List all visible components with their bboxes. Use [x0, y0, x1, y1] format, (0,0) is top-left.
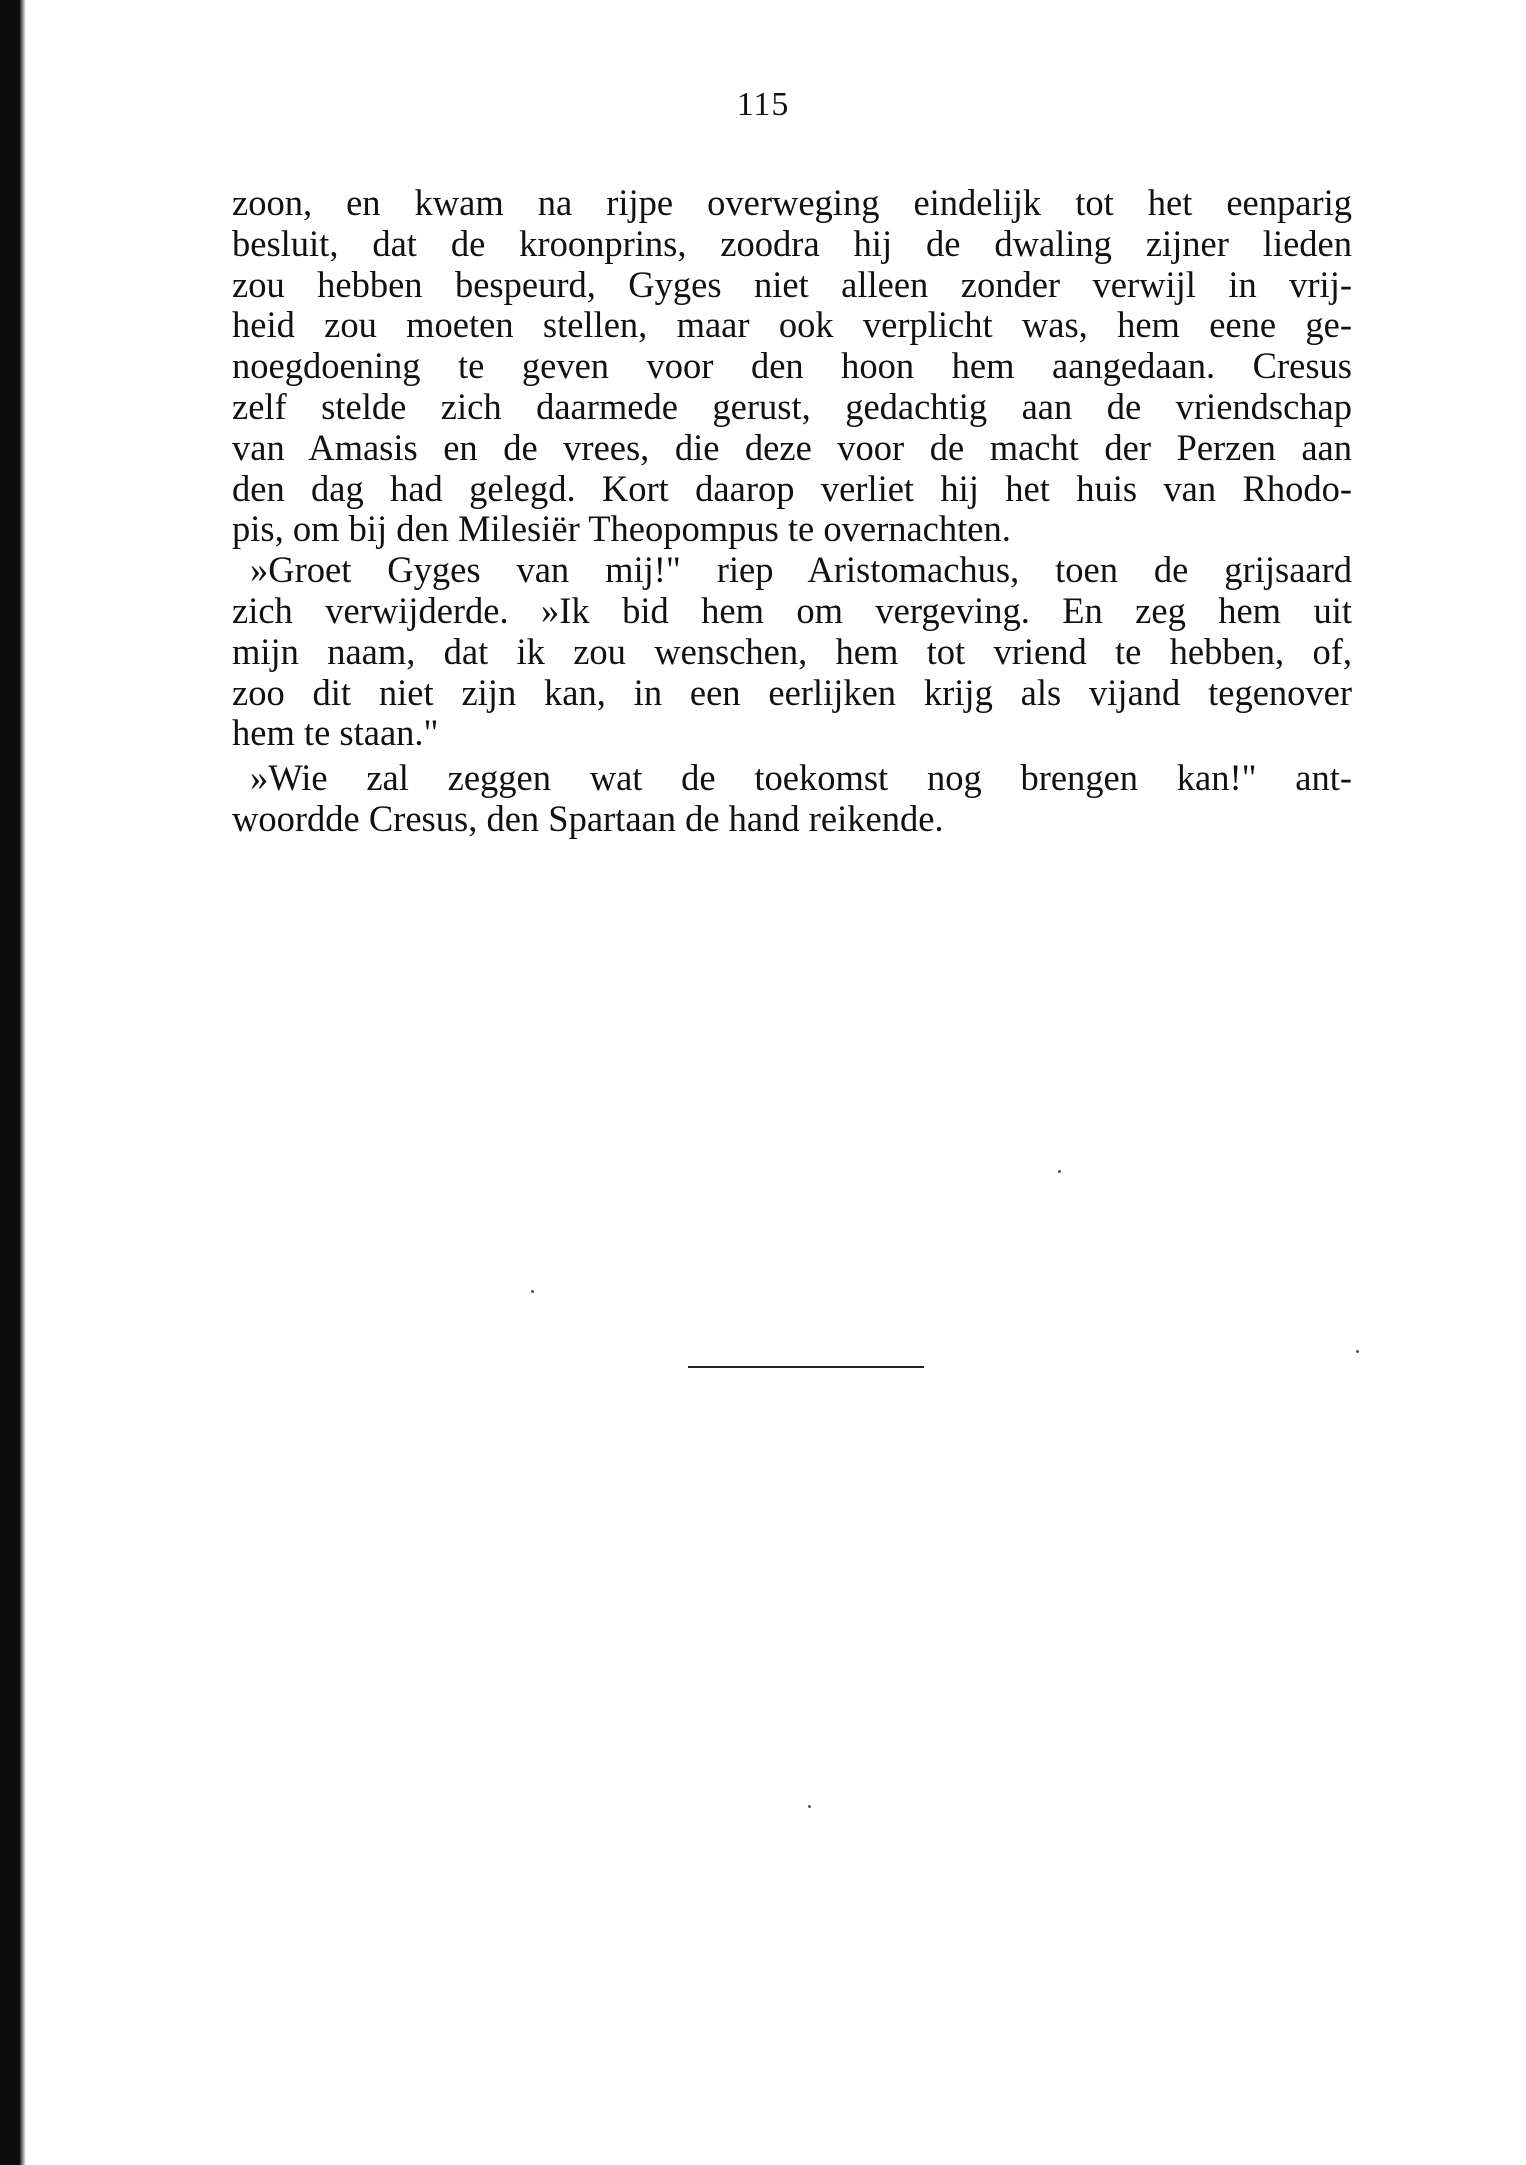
text-line: zou hebben bespeurd, Gyges niet alleen zonder verwijl in vrij- — [232, 263, 1352, 305]
text-line: besluit, dat de kroonprins, zoodra hij de dwaling zijner lieden — [232, 222, 1352, 264]
scan-speck — [808, 1805, 811, 1808]
text-line: zich verwijderde. »Ik bid hem om vergeving. En zeg hem uit — [232, 589, 1352, 631]
text-line: heid zou moeten stellen, maar ook verplicht was, hem eene ge- — [232, 304, 1352, 346]
paragraph — [232, 550, 1352, 754]
text-line: »Groet Gyges van mij!" riep Aristomachus, toen de grijsaard — [250, 549, 1352, 591]
paragraph — [232, 758, 1352, 840]
text-line: pis, om bij den Milesiër Theopompus te overnachten. — [232, 508, 1011, 550]
text-line: hem te staan." — [232, 712, 439, 754]
text-line: »Wie zal zeggen wat de toekomst nog brengen kan!" ant- — [250, 757, 1352, 799]
scan-speck — [1058, 1170, 1061, 1173]
text-line: woordde Cresus, den Spartaan de hand reikende. — [232, 797, 944, 839]
text-line: mijn naam, dat ik zou wenschen, hem tot vriend te hebben, of, — [232, 630, 1352, 672]
binding-edge-fade — [20, 0, 26, 2165]
text-line: zoo dit niet zijn kan, in een eerlijken krijg als vijand tegenover — [232, 671, 1352, 713]
text-line: zelf stelde zich daarmede gerust, gedachtig aan de vriendschap — [232, 385, 1352, 427]
scan-speck — [1356, 1350, 1359, 1353]
section-end-rule — [688, 1366, 924, 1368]
body-text — [232, 183, 1352, 840]
text-line: den dag had gelegd. Kort daarop verliet hij het huis van Rhodo- — [232, 467, 1352, 509]
scan-speck — [531, 1290, 534, 1293]
text-line: zoon, en kwam na rijpe overweging eindelijk tot het eenparig — [232, 182, 1352, 223]
text-line: van Amasis en de vrees, die deze voor de macht der Perzen aan — [232, 426, 1352, 468]
paragraph — [232, 183, 1352, 550]
text-line: noegdoening te geven voor den hoon hem aangedaan. Cresus — [232, 345, 1352, 387]
binding-edge-shadow — [0, 0, 20, 2165]
page-number: 115 — [736, 86, 790, 123]
